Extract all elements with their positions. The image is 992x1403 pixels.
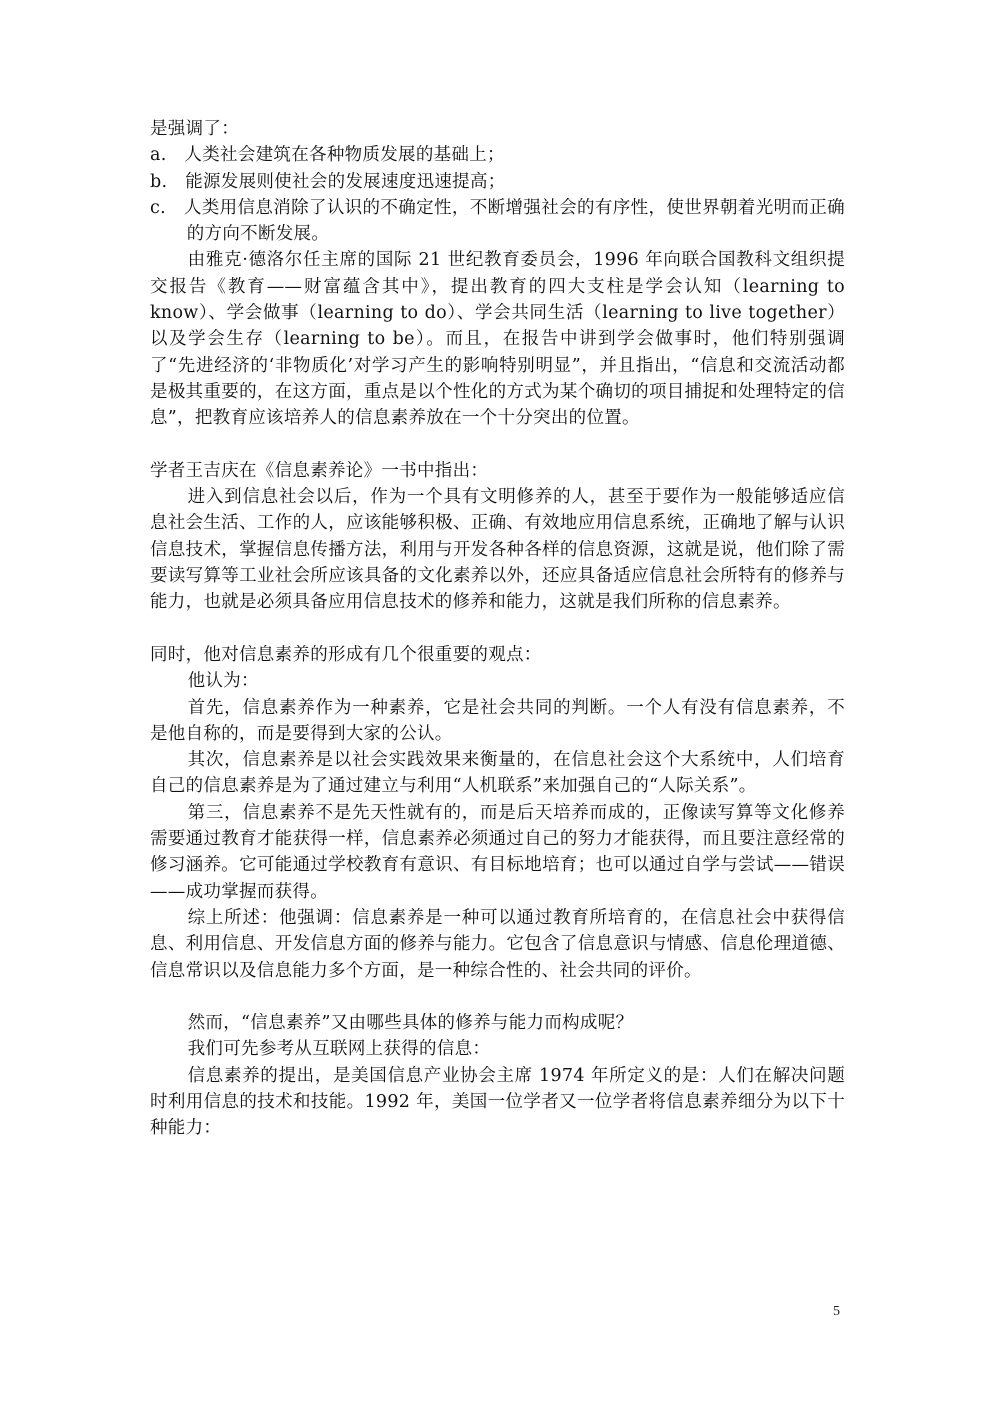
page-number: 5: [833, 1304, 840, 1319]
list-text: 能源发展则使社会的发展速度迅速提高；: [185, 171, 506, 192]
blank-line: [150, 616, 845, 642]
paragraph-third-point: 第三，信息素养不是先天性就有的，而是后天培养而成的，正像读写算等文化修养需要通过教育才能获得一样，信息素养必须通过自己的努力才能获得，而且要注意经常的修习涵养。它可能通过学校教育有意识、有目标地培育；也可以通过自学与尝试——错误——成功掌握而获得。: [150, 802, 845, 902]
paragraph-reference: 我们可先参考从互联网上获得的信息：: [187, 1039, 491, 1060]
list-text: 人类社会建筑在各种物质发展的基础上；: [184, 145, 505, 166]
list-marker: a.: [150, 145, 167, 166]
paragraph-summary: 综上所述：他强调：信息素养是一种可以通过教育所培育的，在信息社会中获得信息、利用信息、开发信息方面的修养与能力。它包含了信息意识与情感、信息伦理道德、信息常识以及信息能力多个方面，是一种综合性的、社会共同的评价。: [150, 907, 845, 981]
paragraph-views-intro: 同时，他对信息素养的形成有几个很重要的观点：: [150, 644, 542, 665]
paragraph-question: 然而，“信息素养”又由哪些具体的修养与能力而构成呢？: [187, 1013, 634, 1034]
paragraph-wang-quote: 进入到信息社会以后，作为一个具有文明修养的人，甚至于要作为一般能够适应信息社会生活、工作的人，应该能够积极、正确、有效地应用信息系统，正确地了解与认识信息技术，掌握信息传播方法，利用与开发各种各样的信息资源，这就是说，他们除了需要读写算等工业社会所应该具备的文化素养以外，还应具备适应信息社会所特有的修养与能力，也就是必须具备应用信息技术的修养和能力，这就是我们所称的信息素养。: [150, 487, 845, 613]
page-body: [150, 116, 845, 1142]
list-item-a: [150, 142, 845, 168]
list-item-b: [150, 169, 845, 195]
paragraph-definition: 信息素养的提出，是美国信息产业协会主席 1974 年所定义的是：人们在解决问题时利用信息的技术和技能。1992 年，美国一位学者又一位学者将信息素养细分为以下十种能力：: [150, 1065, 845, 1139]
list-text: 人类用信息消除了认识的不确定性，不断增强社会的有序性，使世界朝着光明而正确的方向不断发展。: [183, 197, 845, 245]
list-item-c: [150, 195, 845, 248]
intro-line: 是强调了：: [150, 119, 239, 139]
paragraph-second-point: 其次，信息素养是以社会实践效果来衡量的，在信息社会这个大系统中，人们培育自己的信息素养是为了通过建立与利用“人机联系”来加强自己的“人际关系”。: [150, 750, 845, 797]
blank-line: [150, 432, 845, 458]
blank-line: [150, 984, 845, 1010]
paragraph-first-point: 首先，信息素养作为一种素养，它是社会共同的判断。一个人有没有信息素养，不是他自称的，而是要得到大家的公认。: [150, 697, 845, 744]
paragraph-wang-intro: 学者王吉庆在《信息素养论》一书中指出：: [150, 460, 489, 481]
list-marker: b.: [150, 171, 168, 192]
paragraph-delors-report: 由雅克·德洛尔任主席的国际 21 世纪教育委员会，1996 年向联合国教科文组织提交报告《教育——财富蕴含其中》，提出教育的四大支柱是学会认知（learning to know）、学会做事（learning to do）、学会共同生活（learning to live together）以及学会生存（learning to be）。而且，在报告中讲到学会做事时，他们特别强调了“先进经济的‘非物质化’对学习产生的影响特别明显”，并且指出，“信息和交流活动都是极其重要的，在这方面，重点是以个性化的方式为某个确切的项目捕捉和处理特定的信息”，把教育应该培养人的信息素养放在一个十分突出的位置。: [150, 250, 845, 429]
paragraph-he-thinks: 他认为：: [187, 671, 259, 692]
list-marker: c.: [150, 197, 166, 218]
